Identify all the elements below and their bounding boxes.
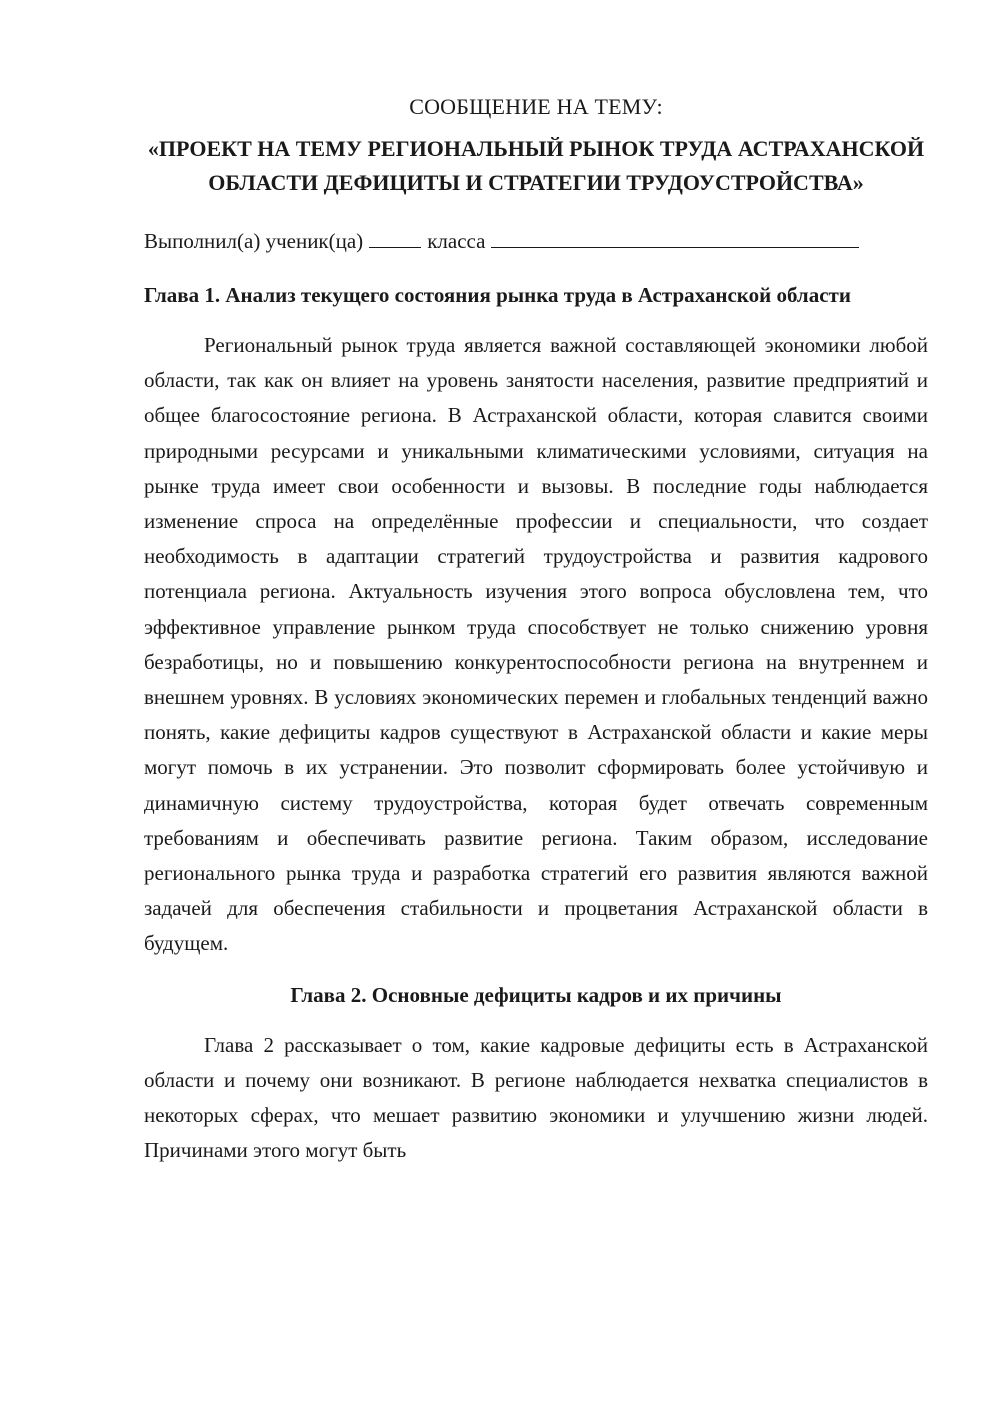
- topic-label: СООБЩЕНИЕ НА ТЕМУ:: [409, 94, 663, 119]
- class-number-blank: [369, 229, 421, 248]
- document-title: «ПРОЕКТ НА ТЕМУ РЕГИОНАЛЬНЫЙ РЫНОК ТРУДА АСТРАХАНСКОЙ ОБЛАСТИ ДЕФИЦИТЫ И СТРАТЕГИИ ТРУДОУСТРОЙСТВА»: [147, 136, 925, 195]
- author-class-word: класса: [427, 229, 486, 253]
- chapter-1-heading: Глава 1. Анализ текущего состояния рынка труда в Астраханской области: [144, 283, 851, 307]
- chapter-1-paragraph: Региональный рынок труда является важной составляющей экономики любой области, так как он влияет на уровень занятости населения, развитие предприятий и общее благосостояние региона. В Астраханской области, которая славится своими природными ресурсами и уникальными климатическими условиями, ситуация на рынке труда имеет свои особенности и вызовы. В последние годы наблюдается изменение спроса на определённые профессии и специальности, что создает необходимость в адаптации стратегий трудоустройства и развития кадрового потенциала региона. Актуальность изучения этого вопроса обусловлена тем, что эффективное управление рынком труда способствует не только снижению уровня безработицы, но и повышению конкурентоспособности региона на внутреннем и внешнем уровнях. В условиях экономических перемен и глобальных тенденций важно понять, какие дефициты кадров существуют в Астраханской области и какие меры могут помочь в их устранении. Это позволит сформировать более устойчивую и динамичную систему трудоустройства, которая будет отвечать современным требованиям и обеспечивать развитие региона. Таким образом, исследование регионального рынка труда и разработка стратегий его развития являются важной задачей для обеспечения стабильности и процветания Астраханской области в будущем.: [144, 333, 928, 956]
- author-line: [144, 226, 928, 256]
- chapter-2-paragraph: Глава 2 рассказывает о том, какие кадровые дефициты есть в Астраханской области и почему они возникают. В регионе наблюдается нехватка специалистов в некоторых сферах, что мешает развитию экономики и улучшению жизни людей. Причинами этого могут быть: [144, 1032, 928, 1163]
- author-prefix: Выполнил(а) ученик(ца): [144, 229, 364, 253]
- chapter-2-heading: Глава 2. Основные дефициты кадров и их причины: [290, 982, 782, 1007]
- student-name-blank: [491, 229, 859, 248]
- document-page: [144, 92, 928, 1186]
